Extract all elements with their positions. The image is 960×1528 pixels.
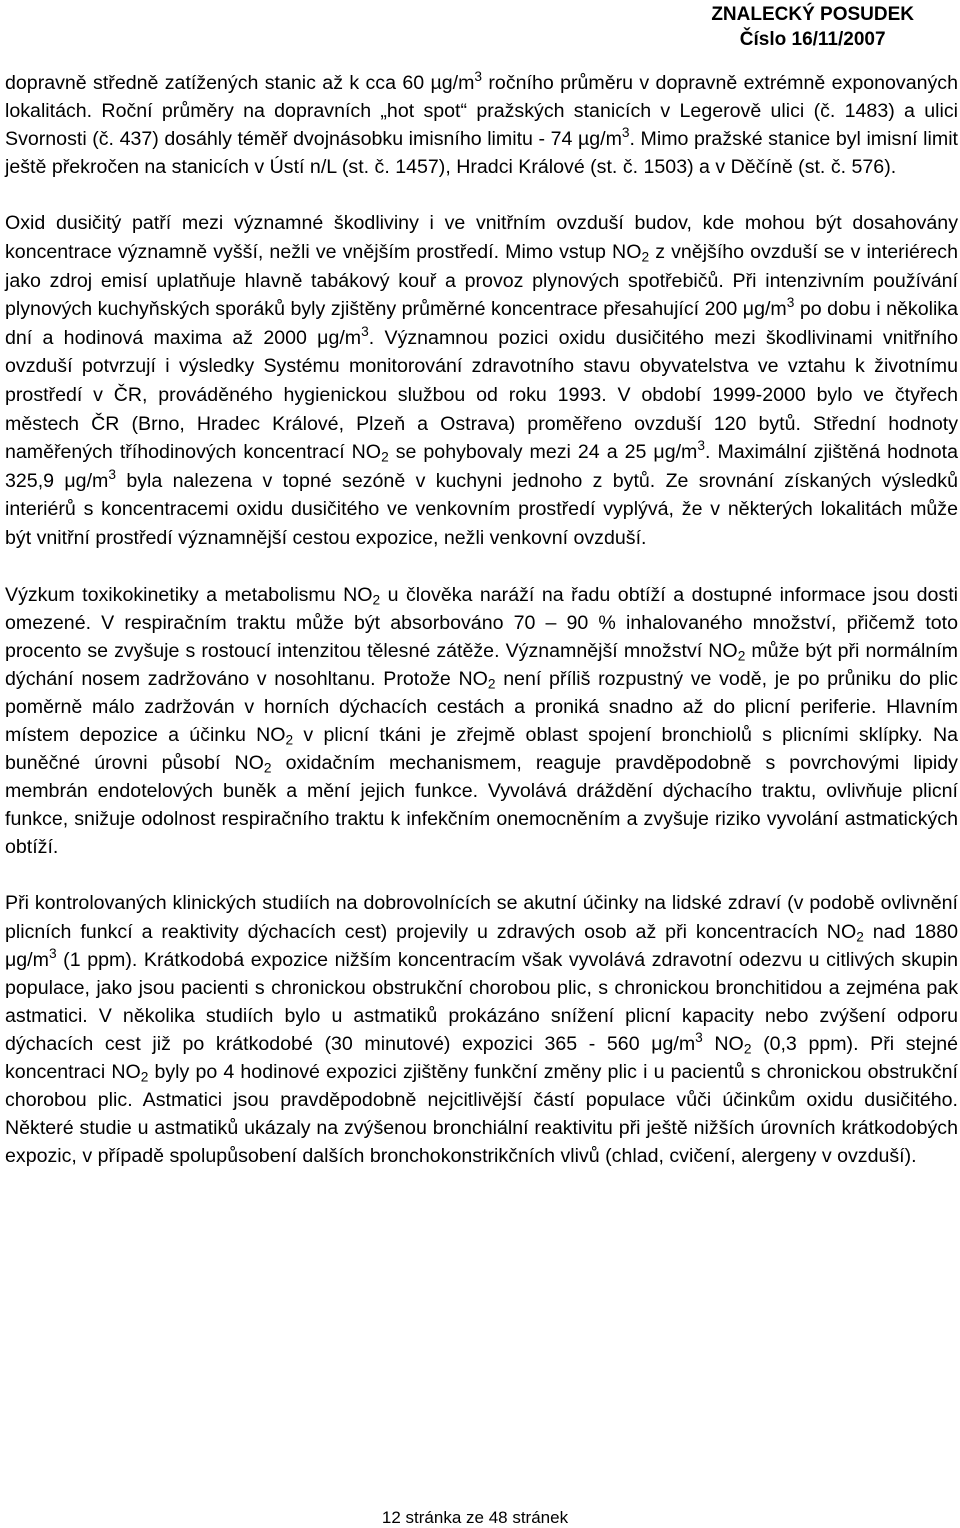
paragraph-3 [5,581,958,862]
subscript: 2 [263,760,272,776]
text-run: . Maximální zjištěná hodnota 325,9 μg/m [5,441,958,492]
document-body [5,69,958,1170]
text-run: NO [702,1032,744,1055]
document-title: ZNALECKÝ POSUDEK [711,4,914,25]
superscript: 3 [48,945,57,961]
page-footer [0,1508,950,1528]
text-run: byly po 4 hodinové expozici zjištěny funkční změny plic i u pacientů s chronickou obstrukční chorobou plic. Astmatici jsou pravděpodobně nejcitlivější částí populace vůči účinkům oxidu dusičitého. Některé studie u astmatiků ukázaly na zvýšenou bronchiální reaktivitu při ještě nižších úrovních krátkodobých expozic, v případě spolupůsobení dalších bronchokonstrikčních vlivů (chlad, cvičení, alergeny v ovzduší). [5,1061,958,1168]
superscript: 3 [697,437,705,453]
superscript: 3 [695,1029,703,1045]
text-run: v plicní tkáni je zřejmě oblast spojení bronchiolů s plicními sklípky. Na buněčné úrovni působí NO [5,723,958,775]
superscript: 3 [108,466,116,482]
text-run: oxidačním mechanismem, reaguje pravděpodobně s povrchovými lipidy membrán endotelových buněk a mění jejich funkce. Vyvolává dráždění dýchacího traktu, ovlivňuje plicní funkce, snižuje odolnost respiračního traktu k infekčním onemocněním a zvyšuje riziko vyvolání astmatických obtíží. [5,752,958,859]
subscript: 2 [140,1069,149,1085]
text-run: . Mimo pražské stanice byl imisní limit ještě překročen na stanicích v Ústí n/L (st. č. 1457), Hradci Králové (st. č. 1503) a v Děčíně (st. č. 576). [5,128,958,179]
text-run: . Významnou pozici oxidu dusičitého mezi škodlivinami vnitřního ovzduší potvrzují i výsledky Systému monitorování zdravotního stavu obyvatelstva ve vztahu k životnímu prostředí v ČR, prováděného hygienickou službou od roku 1993. V období 1999-2000 bylo ve čtyřech městech ČR (Brno, Hradec Králové, Plzeň a Ostrava) proměřeno ovzduší 120 bytů. Střední hodnoty naměřených tříhodinových koncentrací NO [5,326,959,464]
text-run: dopravně středně zatížených stanic až k cca 60 µg/m [5,72,475,94]
superscript: 3 [786,294,795,310]
subscript: 2 [743,1041,752,1057]
text-run: u člověka naráží na řadu obtíží a dostupné informace jsou dosti omezené. V respiračním traktu může být absorbováno 70 – 90 % inhalovaného množství, přičemž toto procento se zvyšuje s rostoucí intenzitou tělesné zátěže. Významnější množství NO [5,583,958,662]
text-run: může být při normálním dýchání nosem zadržováno v nosohltanu. Protože NO [5,639,958,690]
superscript: 3 [474,68,483,84]
subscript: 2 [856,928,864,944]
subscript: 2 [737,648,746,664]
paragraph-4 [5,889,958,1170]
text-run: Výzkum toxikokinetiky a metabolismu NO [5,583,373,606]
text-run: Oxid dusičitý patří mezi významné škodliviny i ve vnitřním ovzduší budov, kde mohou být dosahovány koncentrace významně vyšší, nežli ve vnějším prostředí. Mimo vstup NO [5,212,958,263]
text-run: není příliš rozpustný ve vodě, je po průniku do plic poměrně málo zadržován v horních dýchacích cestách a proniká snadno až do plicní periferie. Hlavním místem depozice a účinku NO [5,667,958,746]
text-run: byla nalezena v topné sezóně v kuchyni jednoho z bytů. Ze srovnání získaných výsledků interiérů s koncentracemi oxidu dusičitého ve venkovním prostředí vyplývá, že v některých lokalitách může být vnitřní prostředí významnější cestou expozice, nežli venkovní ovzduší. [5,469,958,549]
paragraph-2 [5,209,958,552]
superscript: 3 [361,323,369,339]
subscript: 2 [381,449,389,465]
text-run: ročního průměru v dopravně extrémně exponovaných lokalitách. Roční průměry na dopravních „hot spot“ pražských stanicích v Legerově ulici (č. 1483) a ulici Svornosti (č. 437) dosáhly téměř dvojnásobku imisního limitu - 74 µg/m [5,72,958,151]
subscript: 2 [285,732,294,748]
subscript: 2 [372,591,381,607]
document-header [711,2,914,52]
text-run: Při kontrolovaných klinických studiích na dobrovolnících se akutní účinky na lidské zdraví (v podobě ovlivnění plicních funkcí a reaktivity dýchacích cest) projevily u zdravých osob až při koncentracích NO [5,892,958,943]
document-number: Číslo 16/11/2007 [739,29,886,50]
text-run: se pohybovaly mezi 24 a 25 μg/m [388,441,698,464]
text-run: z vnějšího ovzduší se v interiérech jako zdroj emisí uplatňuje hlavně tabákový kouř a provoz plynových spotřebičů. Při intenzivním používání plynových kuchyňských sporáků byly zjištěny průměrné koncentrace přesahující 200 μg/m [5,240,958,321]
text-run: po dobu i několika dní a hodinová maxima až 2000 μg/m [5,298,959,349]
paragraph-1 [5,69,958,181]
subscript: 2 [487,676,496,692]
superscript: 3 [621,124,630,140]
text-run: (1 ppm). Krátkodobá expozice nižším koncentracím však vyvolává zdravotní odezvu u citlivých skupin populace, jako jsou pacienti s chronickou obstrukční chorobou plic, s chronickou bronchitidou a zejména pak astmatici. V několika studiích bylo u astmatiků prokázáno snížení plicní kapacity nebo zvýšení odporu dýchacích cest již po krátkodobé (30 minutové) expozici 365 - 560 μg/m [5,948,958,1055]
text-run: (0,3 ppm). Při stejné koncentraci NO [5,1032,958,1083]
subscript: 2 [641,249,650,265]
page-number: 12 stránka ze 48 stránek [381,1508,569,1527]
text-run: nad 1880 μg/m [5,920,958,971]
